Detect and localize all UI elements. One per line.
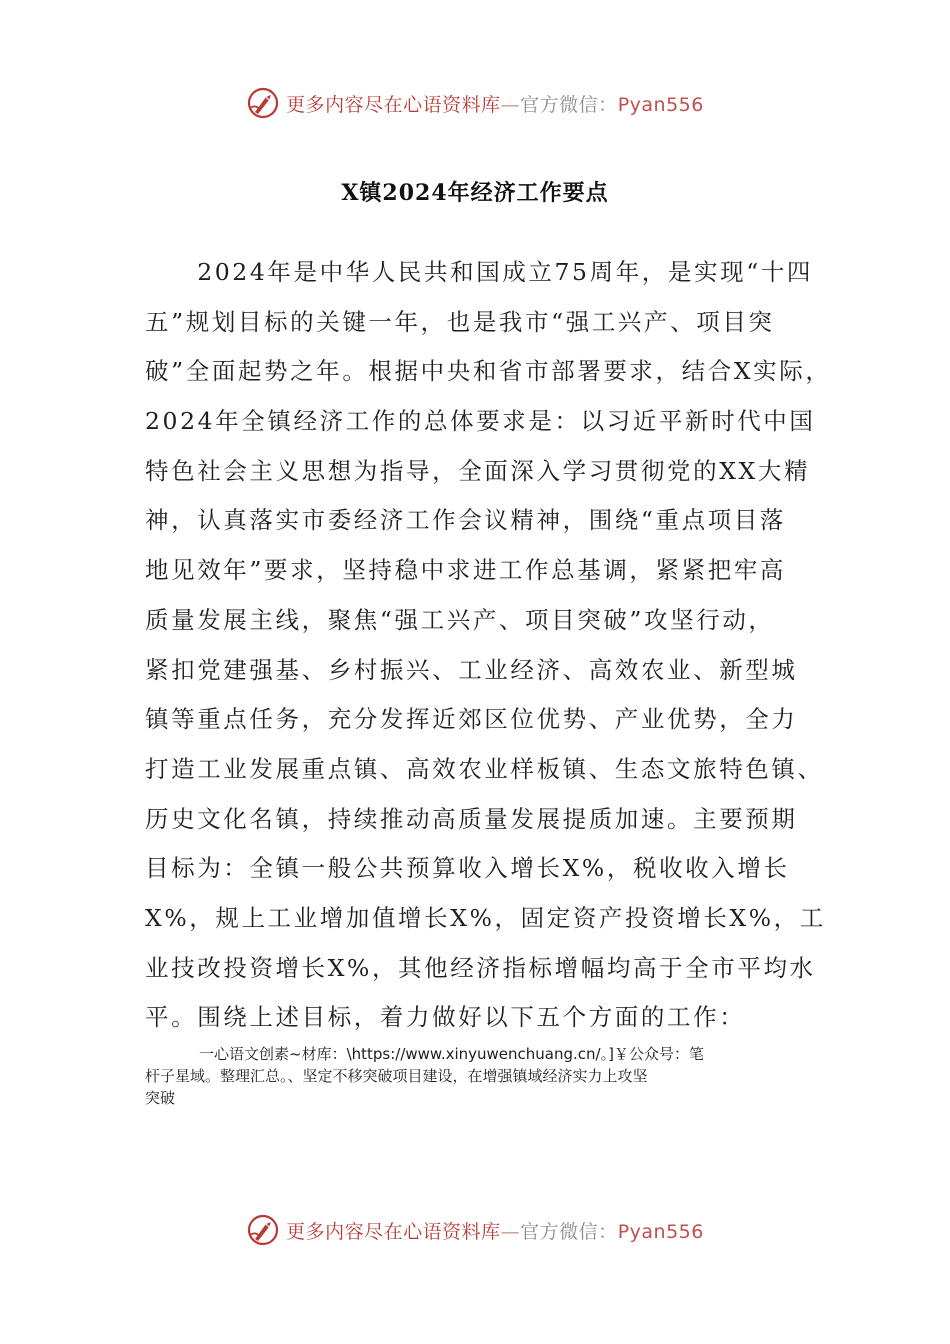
banner-wechat-id: Pyan556 bbox=[617, 1220, 704, 1243]
body-line: 破”全面起势之年。根据中央和省市部署要求，结合X实际， bbox=[145, 357, 832, 386]
note-line: 杆子星域。整理汇总。、坚定不移突破项目建设，在增强镇域经济实力上攻坚 bbox=[145, 1067, 648, 1085]
banner-text bbox=[286, 90, 704, 117]
body-line: 历史文化名镇，持续推动高质量发展提质加速。主要预期 bbox=[145, 804, 798, 833]
body-line: 地见效年”要求，坚持稳中求进工作总基调，紧紧把牢高 bbox=[145, 556, 787, 585]
body-line: 神，认真落实市委经济工作会议精神，围绕“重点项目落 bbox=[145, 506, 787, 535]
banner-main-text: 更多内容尽在心语资料库 bbox=[286, 1220, 501, 1243]
body-line: 平。围绕上述目标，着力做好以下五个方面的工作： bbox=[145, 1003, 746, 1032]
source-note bbox=[145, 1043, 805, 1109]
body-line: 目标为：全镇一般公共预算收入增长X%，税收收入增长 bbox=[145, 854, 790, 883]
banner-wechat-id: Pyan556 bbox=[617, 93, 704, 116]
body-line: 质量发展主线，聚焦“强工兴产、项目突破”攻坚行动， bbox=[145, 605, 775, 634]
note-line: 一心语文创素~材库：\https://www.xinyuwenchuang.cn/。]￥公众号：笔 bbox=[199, 1045, 704, 1063]
body-line: 特色社会主义思想为指导，全面深入学习贯彻党的XX大精 bbox=[145, 456, 811, 485]
body-line: X%，规上工业增加值增长X%，固定资产投资增长X%，工 bbox=[145, 903, 826, 932]
pen-logo-icon bbox=[246, 1213, 280, 1247]
document-body bbox=[145, 252, 832, 1047]
note-line: 突破 bbox=[145, 1089, 176, 1107]
banner-dash: — bbox=[500, 1220, 521, 1243]
pen-logo-icon bbox=[246, 86, 280, 120]
banner-wechat-label: 官方微信： bbox=[520, 1220, 618, 1243]
body-line: 镇等重点任务，充分发挥近郊区位优势、产业优势，全力 bbox=[145, 705, 798, 734]
header-banner bbox=[0, 83, 950, 123]
banner-text bbox=[286, 1217, 704, 1244]
body-line: 业技改投资增长X%，其他经济指标增幅均高于全市平均水 bbox=[145, 953, 816, 982]
banner-main-text: 更多内容尽在心语资料库 bbox=[286, 93, 501, 116]
document-title: X镇2024年经济工作要点 bbox=[341, 180, 609, 206]
body-line: 2024年全镇经济工作的总体要求是：以习近平新时代中国 bbox=[145, 407, 816, 436]
banner-wechat-label: 官方微信： bbox=[520, 93, 618, 116]
footer-banner bbox=[0, 1210, 950, 1250]
banner-dash: — bbox=[500, 93, 521, 116]
body-line: 紧扣党建强基、乡村振兴、工业经济、高效农业、新型城 bbox=[145, 655, 798, 684]
body-line: 五”规划目标的关键一年，也是我市“强工兴产、项目突 bbox=[145, 307, 775, 336]
body-line: 2024年是中华人民共和国成立75周年，是实现“十四 bbox=[145, 258, 814, 286]
body-line: 打造工业发展重点镇、高效农业样板镇、生态文旅特色镇、 bbox=[145, 754, 824, 783]
